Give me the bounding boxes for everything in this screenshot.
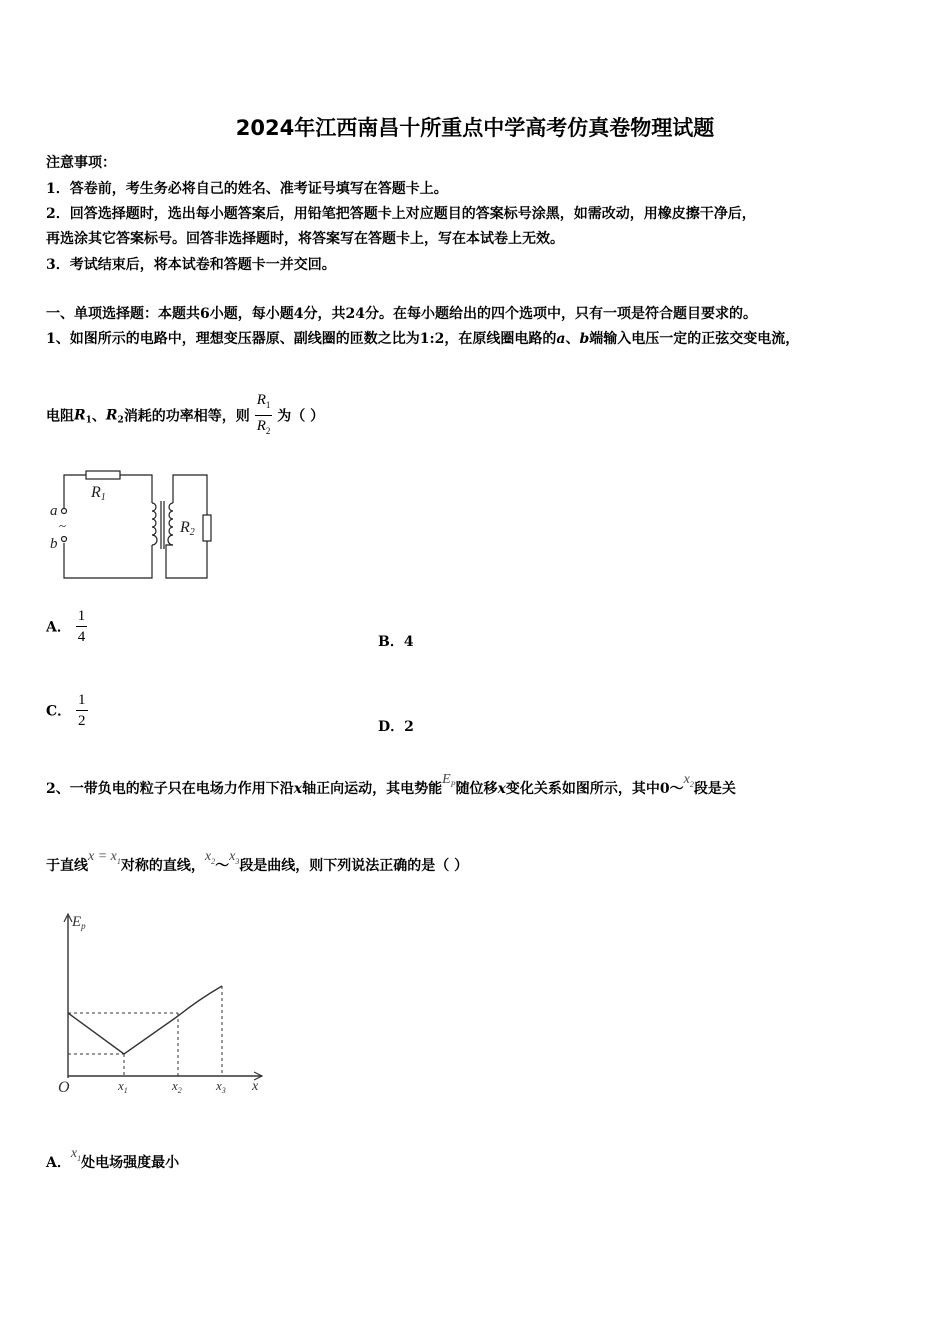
svg-text:x: x <box>252 1079 259 1094</box>
ep-line-segments <box>68 1013 178 1054</box>
svg-text:R2: R2 <box>180 519 195 538</box>
svg-text:x1: $x_1$ <box>118 1078 128 1095</box>
svg-text:a: a <box>50 503 58 519</box>
svg-text:~: ~ <box>59 518 67 533</box>
svg-text:x3: $x_3$ <box>216 1078 226 1095</box>
q1-line1: 1、如图所示的电路中，理想变压器原、副线圈的匝数之比为1:2，在原线圈电路的a、b端输入电压一定的正弦交变电流， <box>46 331 800 347</box>
svg-text:x2: $x_2$ <box>172 1078 182 1095</box>
notice-item-1: 1．答卷前，考生务必将自己的姓名、准考证号填写在答题卡上。 <box>46 181 448 197</box>
q1-line2: 电阻$R_1$、$R_2$消耗的功率相等，则 $\frac{R_1}{R_2}$ 为（ ） <box>46 390 324 441</box>
option-a[interactable]: A． $\frac{1}{4}$ <box>46 608 86 645</box>
secondary-coil <box>168 503 173 545</box>
notice-item-2b: 再选涂其它答案标号。回答非选择题时，将答案写在答题卡上，写在本试卷上无效。 <box>46 231 564 247</box>
q2-option-a[interactable]: A．$x_1$处电场强度最小 <box>46 1146 180 1171</box>
svg-text:R1: R1 <box>91 484 106 503</box>
svg-text:Ep: $E_p$ <box>72 914 86 931</box>
option-b[interactable]: B．4 <box>378 634 414 650</box>
notice-heading: 注意事项： <box>46 155 116 171</box>
notice-item-2a: 2．回答选择题时，选出每小题答案后，用铅笔把答题卡上对应题目的答案标号涂黑，如需改动，用橡皮擦干净后， <box>46 206 756 222</box>
svg-text:b: b <box>50 536 58 552</box>
section-heading: 一、单项选择题：本题共6小题，每小题4分，共24分。在每小题给出的四个选项中，只有一项是符合题目要求的。 <box>46 306 757 322</box>
primary-coil <box>152 503 157 545</box>
ep-curve-segment <box>178 986 222 1016</box>
potential-energy-graph <box>50 908 280 1108</box>
resistor-r2-symbol <box>203 515 211 541</box>
ratio-fraction: $\frac{R_1}{R_2}$ <box>256 392 271 436</box>
q2-line1: 2、一带负电的粒子只在电场力作用下沿x轴正向运动，其电势能$E_P$随位移x变化关系如图所示，其中$0\sim x_2$段是关 <box>46 772 736 797</box>
transformer-circuit-diagram <box>44 465 224 583</box>
page-title: 2024年江西南昌十所重点中学高考仿真卷物理试题 <box>235 116 715 140</box>
q2-line2: 于直线$x = x_1$对称的直线，$x_2\sim x_3$段是曲线，则下列说法正确的是（ ） <box>46 849 469 874</box>
option-d[interactable]: D．2 <box>378 719 414 735</box>
option-c[interactable]: C． $\frac{1}{2}$ <box>46 692 86 729</box>
notice-item-3: 3．考试结束后，将本试卷和答题卡一并交回。 <box>46 257 336 273</box>
resistor-r1-symbol <box>86 471 120 479</box>
svg-text:O: O <box>58 1079 70 1096</box>
